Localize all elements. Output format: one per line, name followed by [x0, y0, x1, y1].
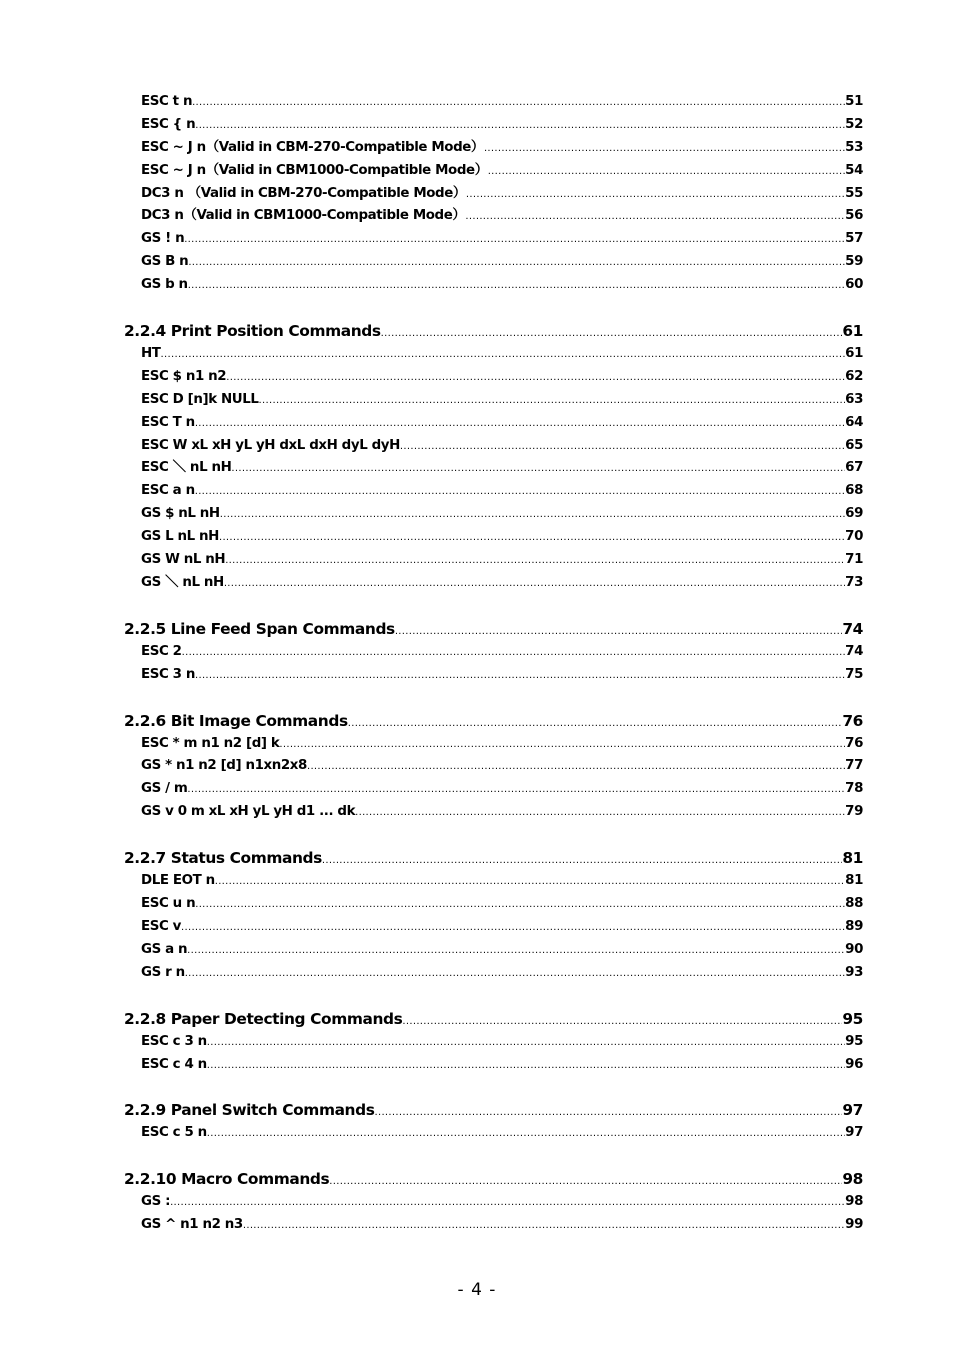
dot-leader: [187, 940, 845, 962]
dot-leader: [400, 436, 845, 458]
toc-entry-page: 79: [845, 804, 863, 820]
toc-entry-page: 67: [845, 460, 863, 476]
toc-entry-title: ESC $ n1 n2: [141, 368, 227, 384]
toc-entry[interactable]: [141, 228, 863, 251]
toc-entry-title: ESC { n: [141, 116, 196, 132]
toc-entry-title: ESC W xL xH yL yH dxL dxH dyL dyH: [141, 437, 400, 453]
toc-entry-title: ESC 2: [141, 643, 182, 659]
toc-entry-page: 51: [845, 94, 863, 109]
dot-leader: [322, 849, 842, 870]
toc-entry[interactable]: [141, 91, 863, 114]
toc-entry-page: 73: [845, 574, 863, 590]
toc-entry-title: GS $ nL nH: [141, 506, 220, 522]
toc-entry[interactable]: [141, 549, 863, 572]
toc-entry-title: ESC ＼ nL nH: [141, 460, 232, 476]
toc-entry[interactable]: [141, 480, 863, 503]
toc-entry[interactable]: [141, 137, 863, 160]
dot-leader: [224, 573, 845, 595]
dot-leader: [219, 527, 845, 549]
toc-entry[interactable]: [141, 366, 863, 389]
toc-entry[interactable]: [141, 801, 863, 824]
dot-leader: [161, 344, 846, 366]
toc-section-title: 2.2.6 Bit Image Commands: [124, 711, 348, 730]
toc-entry-page: 88: [845, 896, 863, 912]
toc-entry-title: GS * n1 n2 [d] n1xn2x8: [141, 758, 307, 774]
toc-section-title: 2.2.4 Print Position Commands: [124, 322, 381, 341]
dot-leader: [279, 734, 845, 756]
toc-section-title: 2.2.5 Line Feed Span Commands: [124, 619, 395, 638]
toc-entry[interactable]: [141, 641, 863, 664]
toc-entry[interactable]: [141, 733, 863, 756]
toc-entry-page: 76: [845, 735, 863, 751]
toc-entry-title: GS B n: [141, 254, 189, 270]
toc-entry-page: 63: [845, 391, 863, 407]
toc-entry[interactable]: [141, 664, 863, 687]
toc-entry[interactable]: [141, 183, 863, 206]
toc-section-title: 2.2.8 Paper Detecting Commands: [124, 1009, 403, 1028]
page-number: - 4 -: [457, 1280, 497, 1300]
dot-leader: [329, 1170, 842, 1191]
dot-leader: [207, 1123, 845, 1145]
toc-section-page: 76: [842, 711, 863, 730]
toc-entry[interactable]: [141, 435, 863, 458]
dot-leader: [195, 665, 845, 687]
dot-leader: [184, 229, 845, 251]
toc-entry-page: 77: [845, 758, 863, 774]
toc-entry-page: 78: [845, 781, 863, 797]
toc-section[interactable]: [124, 319, 863, 343]
dot-leader: [195, 413, 845, 435]
toc-section[interactable]: [124, 1098, 863, 1122]
toc-entry-title: ESC v: [141, 918, 182, 934]
toc-entry-title: ESC u n: [141, 896, 196, 912]
toc-entry-title: DC3 n（Valid in CBM1000-Compatible Mode）: [141, 208, 466, 224]
toc-entry-page: 74: [845, 643, 863, 659]
toc-entry-page: 61: [845, 346, 863, 362]
dot-leader: [307, 756, 845, 778]
toc-entry-page: 70: [845, 529, 863, 545]
dot-leader: [395, 620, 843, 641]
toc-section[interactable]: [124, 709, 863, 733]
dot-leader: [185, 963, 845, 985]
toc-entry-page: 89: [845, 918, 863, 934]
toc-entry-title: ESC t n: [141, 94, 193, 109]
dot-leader: [207, 1032, 845, 1054]
toc-entry-title: HT: [141, 346, 161, 362]
toc-entry-page: 97: [845, 1125, 863, 1141]
section-spacer: [0, 1145, 954, 1167]
toc-entry[interactable]: [141, 114, 863, 137]
toc-entry[interactable]: [141, 251, 863, 274]
toc-entry-page: 96: [845, 1056, 863, 1072]
toc-section-title: 2.2.9 Panel Switch Commands: [124, 1101, 375, 1120]
dot-leader: [182, 642, 846, 664]
toc-entry-page: 95: [845, 1033, 863, 1049]
toc-entry-title: ESC 3 n: [141, 666, 195, 682]
toc-entry[interactable]: [141, 160, 863, 183]
toc-entry-page: 52: [845, 116, 863, 132]
toc-entry-page: 98: [845, 1194, 863, 1210]
toc-entry[interactable]: [141, 755, 863, 778]
dot-leader: [348, 712, 843, 733]
toc-entry[interactable]: [141, 939, 863, 962]
toc-entry-title: ESC T n: [141, 414, 195, 430]
toc-entry-title: ESC c 4 n: [141, 1056, 207, 1072]
toc-entry-title: GS r n: [141, 964, 185, 980]
toc-entry[interactable]: [141, 1191, 863, 1214]
dot-leader: [465, 206, 845, 228]
dot-leader: [187, 779, 845, 801]
toc-section-page: 95: [842, 1009, 863, 1028]
toc-entry-page: 93: [845, 964, 863, 980]
dot-leader: [170, 1192, 845, 1214]
toc-entry[interactable]: [141, 1031, 863, 1054]
toc-entry-title: GS ＼ nL nH: [141, 574, 224, 590]
toc-entry-title: GS L nL nH: [141, 529, 219, 545]
toc-entry-title: ESC * m n1 n2 [d] k: [141, 735, 280, 751]
toc-entry-page: 68: [845, 483, 863, 499]
dot-leader: [402, 1010, 842, 1031]
dot-leader: [466, 184, 845, 206]
dot-leader: [231, 458, 845, 480]
section-spacer: [0, 595, 954, 617]
section-spacer: [0, 687, 954, 709]
toc-entry[interactable]: [141, 503, 863, 526]
toc-section[interactable]: [124, 1007, 863, 1031]
toc-entry-title: GS :: [141, 1194, 171, 1210]
toc-entry-page: 99: [845, 1217, 863, 1233]
toc-entry[interactable]: [141, 343, 863, 366]
dot-leader: [226, 367, 845, 389]
toc-entry-title: ESC ~ J n（Valid in CBM-270-Compatible Mode）: [141, 139, 484, 155]
toc-entry-page: 53: [845, 139, 863, 155]
dot-leader: [375, 1101, 843, 1122]
toc-entry-page: 65: [845, 437, 863, 453]
dot-leader: [215, 871, 845, 893]
section-spacer: [0, 985, 954, 1007]
dot-leader: [355, 802, 845, 824]
toc-entry[interactable]: [141, 274, 863, 297]
toc-entry-title: ESC c 3 n: [141, 1033, 207, 1049]
toc-entry-page: 60: [845, 277, 863, 293]
toc-section-page: 98: [842, 1170, 863, 1189]
toc-entry[interactable]: [141, 457, 863, 480]
toc-section-page: 81: [842, 849, 863, 868]
toc-entry-page: 75: [845, 666, 863, 682]
dot-leader: [225, 550, 845, 572]
toc-entry-title: DLE EOT n: [141, 873, 215, 889]
toc-entry-title: GS v 0 m xL xH yL yH d1 ... dk: [141, 804, 356, 820]
toc-entry-title: GS W nL nH: [141, 552, 226, 568]
section-spacer: [0, 1076, 954, 1098]
toc-entry-page: 90: [845, 941, 863, 957]
dot-leader: [195, 115, 845, 137]
toc-entry[interactable]: [141, 389, 863, 412]
toc-entry[interactable]: [141, 572, 863, 595]
toc-entry-page: 55: [845, 185, 863, 201]
dot-leader: [192, 92, 845, 114]
toc-entry[interactable]: [141, 893, 863, 916]
toc-entry-page: 54: [845, 162, 863, 178]
toc-entry-page: 64: [845, 414, 863, 430]
toc-entry-page: 62: [845, 368, 863, 384]
dot-leader: [243, 1215, 845, 1237]
dot-leader: [181, 917, 845, 939]
section-spacer: [0, 297, 954, 319]
toc-entry-title: GS a n: [141, 941, 188, 957]
toc-entry[interactable]: [141, 870, 863, 893]
toc-section-page: 97: [842, 1101, 863, 1120]
toc-section-title: 2.2.10 Macro Commands: [124, 1170, 330, 1189]
toc-entry-title: ESC c 5 n: [141, 1125, 207, 1141]
toc-section[interactable]: [124, 1167, 863, 1191]
toc-entry-title: ESC ~ J n（Valid in CBM1000-Compatible Mode）: [141, 162, 488, 178]
toc-entry-title: GS ! n: [141, 231, 185, 247]
toc-entry[interactable]: [141, 962, 863, 985]
dot-leader: [188, 275, 845, 297]
toc-entry-page: 71: [845, 552, 863, 568]
toc-entry-page: 59: [845, 254, 863, 270]
toc-section[interactable]: [124, 617, 863, 641]
toc-section[interactable]: [124, 846, 863, 870]
toc-entry-title: ESC a n: [141, 483, 195, 499]
toc-entry[interactable]: [141, 526, 863, 549]
toc-entry[interactable]: [141, 205, 863, 228]
toc-entry-page: 57: [845, 231, 863, 247]
dot-leader: [381, 322, 843, 343]
toc-section-title: 2.2.7 Status Commands: [124, 849, 322, 868]
toc-section-page: 74: [842, 619, 863, 638]
table-of-contents: [0, 91, 954, 1237]
toc-section-page: 61: [842, 322, 863, 341]
toc-entry[interactable]: [141, 1122, 863, 1145]
dot-leader: [220, 504, 845, 526]
toc-entry-page: 69: [845, 506, 863, 522]
toc-entry-page: 56: [845, 208, 863, 224]
toc-entry-title: GS / m: [141, 781, 188, 797]
dot-leader: [484, 138, 845, 160]
toc-entry-page: 81: [845, 873, 863, 889]
toc-entry[interactable]: [141, 916, 863, 939]
toc-entry[interactable]: [141, 412, 863, 435]
toc-entry-title: GS ^ n1 n2 n3: [141, 1217, 243, 1233]
toc-entry[interactable]: [141, 1054, 863, 1077]
toc-entry[interactable]: [141, 1214, 863, 1237]
dot-leader: [188, 252, 845, 274]
dot-leader: [195, 481, 845, 503]
dot-leader: [488, 161, 845, 183]
toc-entry-title: DC3 n （Valid in CBM-270-Compatible Mode）: [141, 185, 466, 201]
dot-leader: [259, 390, 846, 412]
dot-leader: [195, 894, 845, 916]
toc-entry[interactable]: [141, 778, 863, 801]
toc-entry-title: ESC D [n]k NULL: [141, 391, 259, 407]
toc-entry-title: GS b n: [141, 277, 188, 293]
dot-leader: [207, 1055, 845, 1077]
section-spacer: [0, 824, 954, 846]
